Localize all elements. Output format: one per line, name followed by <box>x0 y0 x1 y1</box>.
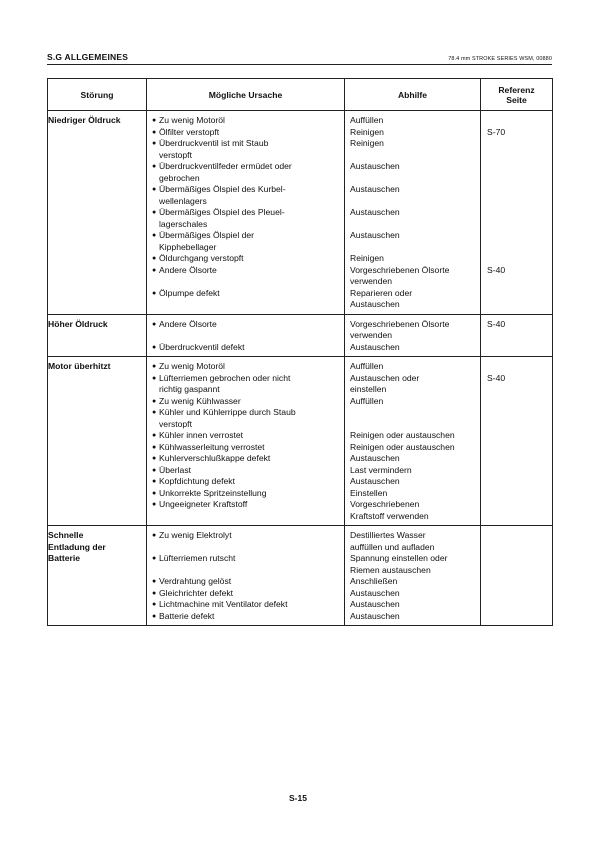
remedy-line: auffüllen und aufladen <box>350 541 435 552</box>
remedy-cell <box>345 357 481 526</box>
cause-text: Andere Ölsorte <box>159 318 217 329</box>
cause-text: Ölfilter verstopft <box>159 126 220 137</box>
reference-line <box>481 407 552 419</box>
bullet-icon: ● <box>152 266 157 274</box>
remedy-line: Auffüllen <box>350 361 384 371</box>
cause-line <box>147 465 344 477</box>
cause-line <box>147 319 344 331</box>
cause-text: Kipphebellager <box>159 241 217 252</box>
cause-text: Kühler und Kühlerrippe durch Staub <box>159 407 296 417</box>
cause-line <box>147 588 344 600</box>
cause-text <box>159 299 161 309</box>
cause-text: Übermäßiges Ölspiel der <box>159 230 255 240</box>
remedy-line: Vorgeschriebenen <box>350 499 420 509</box>
reference-line <box>481 576 552 588</box>
cause-text: Ungeeigneter Kraftstoff <box>159 499 248 509</box>
remedy-line: Austauschen <box>350 599 400 609</box>
cause-text: richtig gaspannt <box>159 384 220 394</box>
cause-text: Überdruckventil defekt <box>159 341 245 352</box>
cause-text: Überlast <box>159 464 191 475</box>
remedy-line: Austauschen <box>350 476 400 486</box>
cause-text: Öldurchgang verstopft <box>159 253 244 263</box>
troubleshooting-table <box>47 78 553 626</box>
reference-line <box>481 453 552 465</box>
cause-line <box>147 476 344 488</box>
cause-line <box>147 430 344 442</box>
cause-text: Übermäßiges Ölspiel des Kurbel- <box>159 184 286 194</box>
bullet-icon: ● <box>152 612 157 620</box>
remedy-line: Austauschen <box>350 184 400 194</box>
remedy-line: Destilliertes Wasser <box>350 530 426 540</box>
bullet-icon: ● <box>152 409 157 416</box>
cause-text: gebrochen <box>159 172 200 183</box>
remedy-line: Reinigen oder austauschen <box>350 441 455 452</box>
cause-line <box>147 553 344 565</box>
cause-text: Kopfdichtung defekt <box>159 476 235 486</box>
cause-text: Überdruckventilfeder ermüdet oder <box>159 161 292 171</box>
cause-line <box>147 565 344 577</box>
bullet-icon: ● <box>152 209 157 216</box>
fault-cell <box>48 111 147 315</box>
remedy-line: Austauschen <box>350 207 400 217</box>
reference-line <box>481 599 552 611</box>
reference-line <box>481 207 552 219</box>
remedy-line: Riemen austauschen <box>350 564 431 575</box>
cause-line <box>147 442 344 454</box>
remedy-line: Reinigen <box>350 138 384 148</box>
remedy-line: Austauschen <box>350 610 400 621</box>
fault-label: Motor überhitzt <box>48 361 111 371</box>
reference-line <box>481 342 552 354</box>
cause-text <box>159 276 161 286</box>
column-header-fault: Störung <box>48 79 147 111</box>
cause-line <box>147 150 344 162</box>
reference-line <box>481 396 552 408</box>
reference-line <box>481 499 552 511</box>
cause-line <box>147 542 344 554</box>
reference-line <box>481 465 552 477</box>
cause-text: Kuhlerverschlußkappe defekt <box>159 453 271 463</box>
cause-line <box>147 276 344 288</box>
cause-text: Kühler innen verrostet <box>159 430 244 440</box>
cause-line <box>147 127 344 139</box>
cause-line <box>147 173 344 185</box>
remedy-line: verwenden <box>350 276 393 286</box>
reference-line <box>481 242 552 254</box>
reference-line <box>481 219 552 231</box>
bullet-icon: ● <box>152 140 157 147</box>
reference-line <box>481 288 552 300</box>
cause-line <box>147 253 344 265</box>
cause-text: Übermäßiges Ölspiel des Pleuel- <box>159 207 285 217</box>
table-row <box>48 526 553 626</box>
remedy-line: Reparieren oder <box>350 287 413 298</box>
cause-text: wellenlagers <box>159 195 207 206</box>
column-header-reference-line1: Referenz <box>498 84 535 95</box>
cause-line <box>147 196 344 208</box>
remedy-line: Vorgeschriebenen Ölsorte <box>350 318 450 329</box>
reference-line: S-70 <box>487 126 506 137</box>
reference-line <box>481 115 552 127</box>
cause-line <box>147 384 344 396</box>
cause-text: Zu wenig Elektrolyt <box>159 530 232 540</box>
remedy-line <box>345 196 480 208</box>
reference-line <box>481 173 552 185</box>
bullet-icon: ● <box>152 255 157 262</box>
remedy-line: Auffüllen <box>350 115 384 125</box>
cause-text: Batterie defekt <box>159 610 215 621</box>
column-header-reference <box>481 79 553 111</box>
fault-cell <box>48 357 147 526</box>
remedy-line <box>345 173 480 185</box>
cause-line <box>147 499 344 511</box>
cause-line <box>147 330 344 342</box>
bullet-icon: ● <box>152 578 157 585</box>
reference-line <box>481 384 552 396</box>
cause-text: Unkorrekte Spritzeinstellung <box>159 487 267 498</box>
cause-text: Zu wenig Motoröl <box>159 361 225 371</box>
remedy-line <box>345 242 480 254</box>
remedy-line: Spannung einstellen oder <box>350 553 448 563</box>
reference-line <box>481 442 552 454</box>
cause-text: Gleichrichter defekt <box>159 587 234 598</box>
bullet-icon: ● <box>152 501 157 508</box>
cause-line <box>147 576 344 588</box>
reference-line <box>481 565 552 577</box>
remedy-cell <box>345 314 481 357</box>
remedy-line: Austauschen <box>350 230 400 240</box>
reference-line <box>481 530 552 542</box>
bullet-icon: ● <box>152 374 157 382</box>
bullet-icon: ● <box>152 443 157 451</box>
remedy-line: Vorgeschriebenen Ölsorte <box>350 264 450 275</box>
table-header-row <box>48 79 553 111</box>
reference-line <box>481 542 552 554</box>
cause-line <box>147 219 344 231</box>
cause-line <box>147 242 344 254</box>
cause-text <box>159 542 161 552</box>
bullet-icon: ● <box>152 397 157 405</box>
reference-cell <box>481 111 553 315</box>
bullet-icon: ● <box>152 455 157 462</box>
column-header-remedy: Abhilfe <box>345 79 481 111</box>
reference-line <box>481 150 552 162</box>
cause-text: Lichtmachine mit Ventilator defekt <box>159 599 288 609</box>
cause-line <box>147 396 344 408</box>
cause-cell <box>147 314 345 357</box>
reference-line: S-40 <box>487 264 506 275</box>
reference-line <box>481 361 552 373</box>
cause-cell <box>147 526 345 626</box>
reference-line: S-40 <box>487 318 506 329</box>
cause-text: lagerschales <box>159 218 208 229</box>
cause-line <box>147 184 344 196</box>
column-header-reference-line2: Seite <box>506 94 527 105</box>
reference-line <box>481 488 552 500</box>
reference-line <box>481 138 552 150</box>
fault-label: Niedriger Öldruck <box>48 115 121 125</box>
page-header <box>47 50 552 65</box>
reference-line <box>481 330 552 342</box>
bullet-icon: ● <box>152 343 157 351</box>
bullet-icon: ● <box>152 466 157 474</box>
reference-line <box>481 588 552 600</box>
cause-line <box>147 611 344 623</box>
bullet-icon: ● <box>152 163 157 170</box>
reference-cell <box>481 357 553 526</box>
cause-line <box>147 115 344 127</box>
remedy-cell <box>345 526 481 626</box>
reference-line: S-40 <box>487 372 506 383</box>
remedy-line <box>345 219 480 231</box>
fault-label: Batterie <box>48 553 80 563</box>
cause-line <box>147 407 344 419</box>
cause-line <box>147 265 344 277</box>
reference-cell <box>481 526 553 626</box>
reference-line <box>481 196 552 208</box>
remedy-line: Austauschen <box>350 299 400 309</box>
remedy-line: Last vermindern <box>350 464 412 475</box>
remedy-line: Reinigen <box>350 253 384 263</box>
fault-label: Entladung der <box>48 541 106 552</box>
series-info: 78.4 mm STROKE SERIES WSM, 00880 <box>448 56 552 62</box>
cause-text: Andere Ölsorte <box>159 264 217 275</box>
reference-line <box>481 253 552 265</box>
reference-line <box>481 276 552 288</box>
cause-text: verstopft <box>159 418 192 429</box>
fault-cell <box>48 314 147 357</box>
bullet-icon: ● <box>152 489 157 497</box>
bullet-icon: ● <box>152 589 157 597</box>
cause-cell <box>147 111 345 315</box>
cause-text <box>159 330 161 340</box>
bullet-icon: ● <box>152 320 157 328</box>
bullet-icon: ● <box>152 478 157 485</box>
table-row <box>48 357 553 526</box>
reference-line <box>481 299 552 311</box>
table-row <box>48 111 553 315</box>
reference-line <box>481 511 552 523</box>
bullet-icon: ● <box>152 128 157 136</box>
cause-text: Überdruckventil ist mit Staub <box>159 138 269 148</box>
remedy-line: Austauschen <box>350 453 400 463</box>
column-header-cause: Mögliche Ursache <box>147 79 345 111</box>
cause-text: Zu wenig Kühlwasser <box>159 395 241 406</box>
reference-cell <box>481 314 553 357</box>
remedy-line: Austauschen oder <box>350 372 420 383</box>
cause-line <box>147 453 344 465</box>
cause-line <box>147 207 344 219</box>
reference-line <box>481 476 552 488</box>
cause-text: Lüfterriemen rutscht <box>159 553 236 563</box>
cause-text: Kühlwasserleitung verrostet <box>159 441 265 452</box>
cause-cell <box>147 357 345 526</box>
bullet-icon: ● <box>152 117 157 124</box>
cause-line <box>147 288 344 300</box>
remedy-line: Anschließen <box>350 576 398 586</box>
reference-line <box>481 419 552 431</box>
fault-cell <box>48 526 147 626</box>
reference-line <box>481 553 552 565</box>
remedy-line: verwenden <box>350 330 393 340</box>
cause-text: Ölpumpe defekt <box>159 287 220 298</box>
reference-line <box>481 230 552 242</box>
cause-line <box>147 230 344 242</box>
remedy-line: Auffüllen <box>350 395 384 406</box>
remedy-cell <box>345 111 481 315</box>
cause-line <box>147 511 344 523</box>
cause-line <box>147 138 344 150</box>
remedy-line <box>345 407 480 419</box>
remedy-line <box>345 419 480 431</box>
reference-line <box>481 184 552 196</box>
remedy-line: Austauschen <box>350 161 400 171</box>
cause-line <box>147 342 344 354</box>
reference-line <box>481 161 552 173</box>
cause-line <box>147 530 344 542</box>
cause-line <box>147 488 344 500</box>
cause-text: Zu wenig Motoröl <box>159 115 225 125</box>
cause-text: verstopft <box>159 149 192 160</box>
fault-label: Schnelle <box>48 530 84 540</box>
remedy-line: Reinigen oder austauschen <box>350 430 455 440</box>
cause-line <box>147 361 344 373</box>
cause-line <box>147 599 344 611</box>
remedy-line: Austauschen <box>350 587 400 598</box>
bullet-icon: ● <box>152 432 157 439</box>
remedy-line: Kraftstoff verwenden <box>350 510 429 521</box>
cause-line <box>147 373 344 385</box>
cause-line <box>147 161 344 173</box>
bullet-icon: ● <box>152 532 157 539</box>
remedy-line: Reinigen <box>350 126 384 137</box>
bullet-icon: ● <box>152 186 157 193</box>
bullet-icon: ● <box>152 363 157 370</box>
cause-line <box>147 299 344 311</box>
page-number: S-15 <box>289 793 307 803</box>
cause-line <box>147 419 344 431</box>
fault-label: Höher Öldruck <box>48 318 108 329</box>
reference-line <box>481 430 552 442</box>
bullet-icon: ● <box>152 232 157 239</box>
cause-text <box>159 565 161 575</box>
remedy-line <box>345 150 480 162</box>
cause-text <box>159 511 161 521</box>
bullet-icon: ● <box>152 289 157 297</box>
remedy-line: Einstellen <box>350 487 388 498</box>
remedy-line: Austauschen <box>350 341 400 352</box>
cause-text: Lüfterriemen gebrochen oder nicht <box>159 372 291 383</box>
cause-text: Verdrahtung gelöst <box>159 576 232 586</box>
reference-line <box>481 611 552 623</box>
bullet-icon: ● <box>152 601 157 608</box>
remedy-line: einstellen <box>350 384 387 394</box>
bullet-icon: ● <box>152 555 157 562</box>
table-row <box>48 314 553 357</box>
section-title: S.G ALLGEMEINES <box>47 52 129 62</box>
